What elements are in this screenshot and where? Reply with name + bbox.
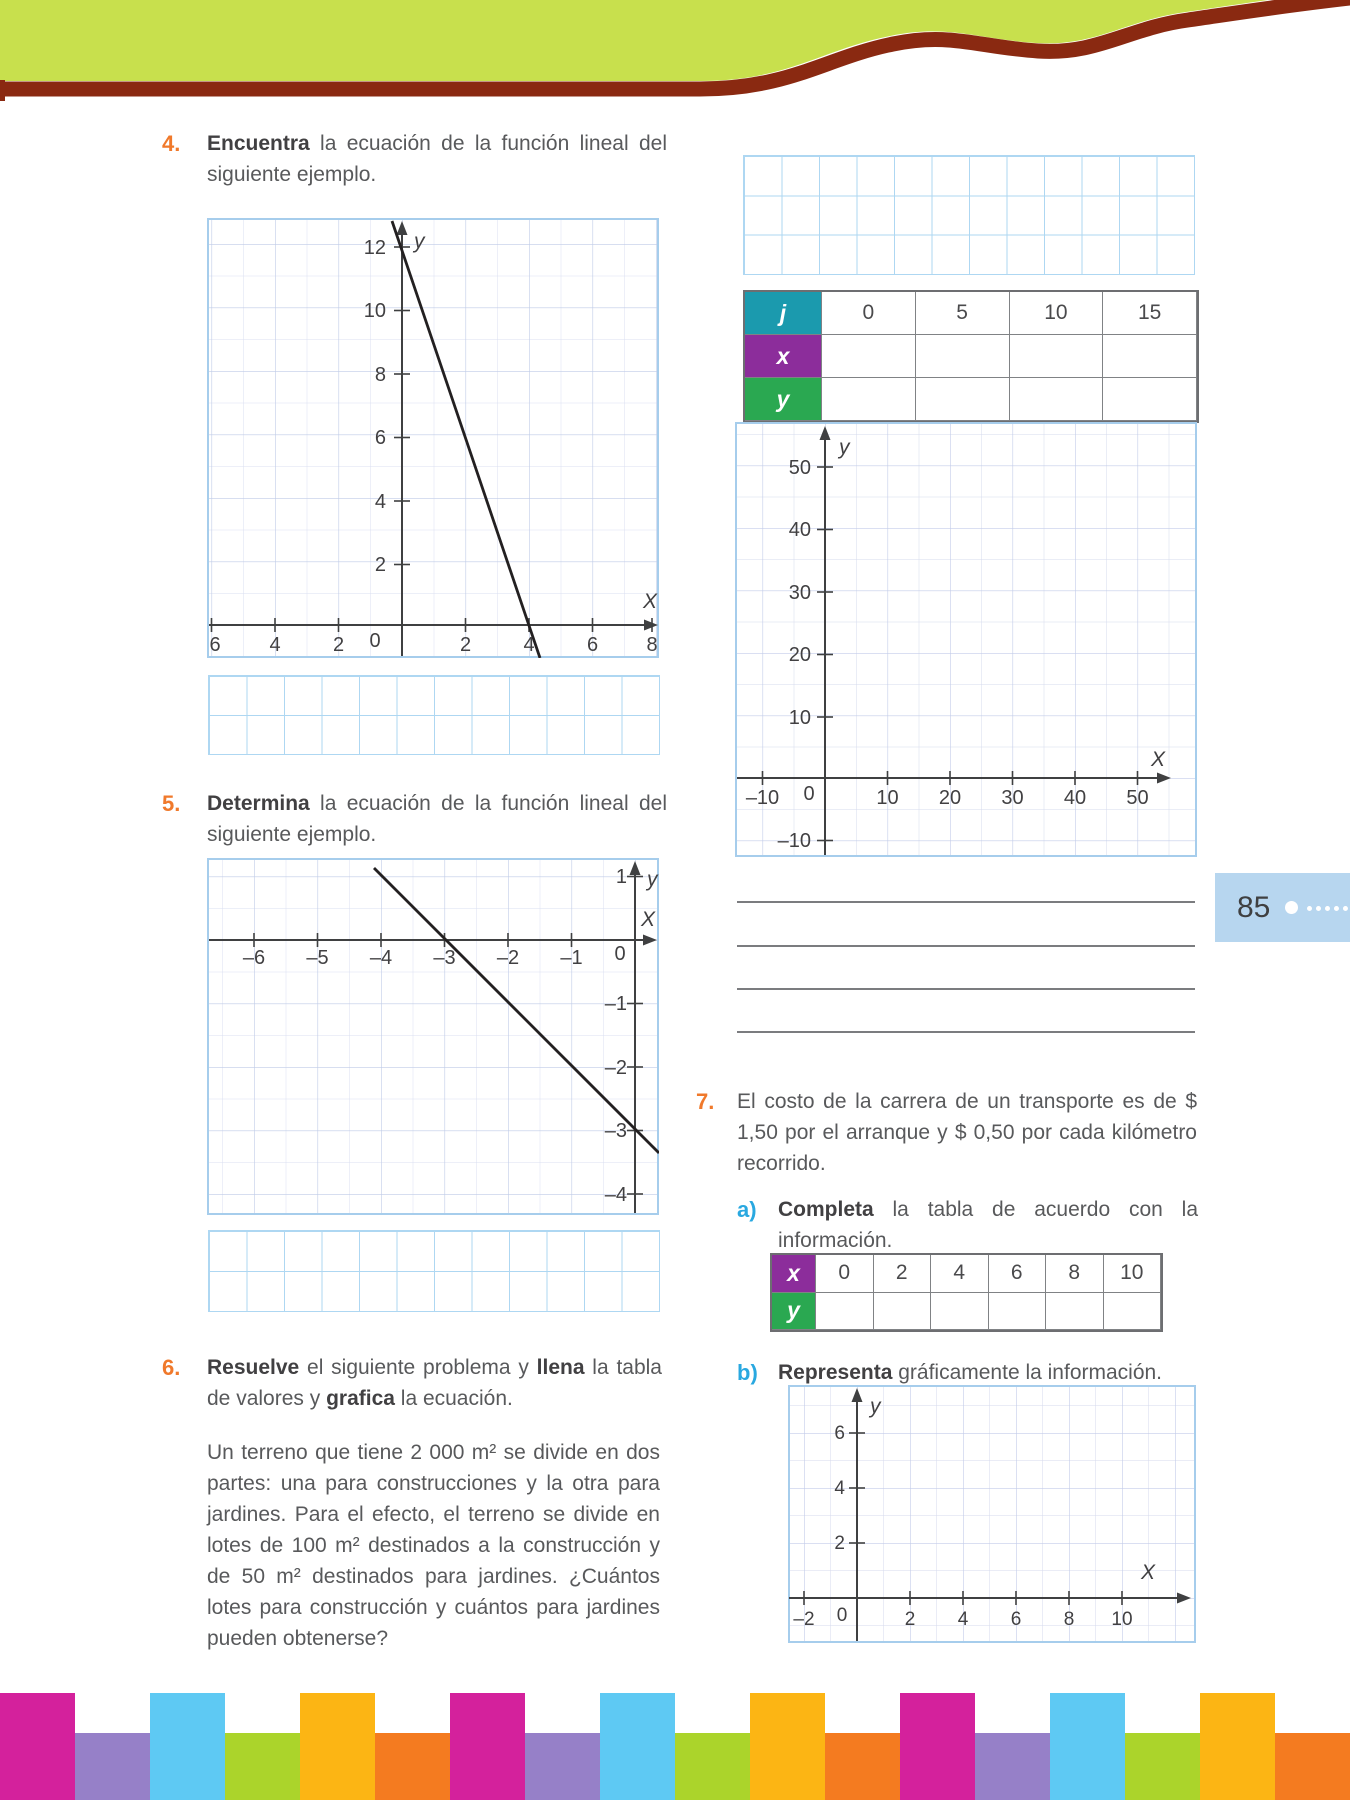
origin-label: 0	[369, 630, 381, 652]
footer-bar	[75, 1733, 150, 1800]
writing-line	[737, 1031, 1195, 1033]
coordinate-grid-large	[735, 422, 1197, 857]
tick-label: –5	[306, 947, 329, 969]
banner-green-shape	[0, 0, 1350, 81]
tick-label: –2	[604, 1057, 627, 1079]
xy-header-y: y	[772, 1293, 816, 1331]
footer-bars	[0, 1693, 1350, 1800]
jxy-cell-x0	[822, 335, 916, 378]
tick-label: –2	[793, 1609, 815, 1630]
exercise-6-verb1: Resuelve	[207, 1356, 300, 1379]
xy-cell-x0: 0	[816, 1255, 874, 1293]
tick-label: 20	[938, 787, 962, 809]
tick-label: –10	[745, 787, 780, 809]
xy-header-x: x	[772, 1255, 816, 1293]
tab-dotted-line	[1307, 906, 1348, 911]
item-7b-label: b)	[737, 1360, 758, 1385]
top-banner	[0, 0, 1350, 112]
answer-grid-ex4	[208, 675, 660, 755]
y-axis-letter: y	[414, 230, 425, 253]
x-axis-letter: X	[1150, 748, 1166, 771]
tick-label: 8	[1063, 1609, 1075, 1630]
exercise-5-verb: Determina	[207, 792, 310, 815]
tick-label: 30	[1001, 787, 1024, 809]
xy-cell-y0	[816, 1293, 874, 1331]
tick-label: 2	[332, 634, 345, 656]
tick-label: 4	[269, 634, 281, 656]
footer-bar	[225, 1733, 300, 1800]
y-axis-letter: y	[870, 1395, 881, 1418]
footer-bar	[1050, 1693, 1125, 1800]
xy-cell-x2: 4	[931, 1255, 989, 1293]
tick-label: –3	[604, 1120, 627, 1142]
tick-label: 1	[615, 866, 627, 888]
tick-label: –3	[433, 947, 456, 969]
tick-label: 20	[788, 644, 811, 666]
x-axis-letter: X	[640, 908, 656, 931]
tick-label: 4	[834, 1478, 845, 1499]
footer-bar	[675, 1733, 750, 1800]
page-number: 85	[1237, 890, 1271, 924]
jxy-cell-j0: 0	[822, 292, 916, 335]
footer-bar	[150, 1693, 225, 1800]
exercise-6-number: 6.	[162, 1355, 181, 1380]
exercise-4-verb: Encuentra	[207, 132, 310, 155]
y-axis-letter: y	[647, 868, 658, 891]
xy-cell-y4	[1046, 1293, 1104, 1331]
xy-cell-y2	[931, 1293, 989, 1331]
tick-label: 4	[374, 491, 386, 513]
item-7a-label: a)	[737, 1197, 757, 1222]
tick-label: 50	[1126, 787, 1149, 809]
x-axis-letter: X	[642, 590, 657, 613]
origin-label: 0	[614, 943, 626, 965]
tick-label: 6	[834, 1423, 845, 1444]
exercise-4-number: 4.	[162, 131, 181, 156]
graph-exercise-7b	[788, 1385, 1196, 1643]
exercise-6-text	[207, 1352, 662, 1414]
tick-label: 10	[363, 300, 386, 322]
exercise-7-text: El costo de la carrera de un transporte es de $ 1,50 por el arranque y $ 0,50 por cada kilómetro recorrido.	[737, 1090, 1197, 1175]
graph7b-grid-major	[788, 1385, 1196, 1643]
exercise-4-text	[207, 128, 667, 190]
x-axis-letter: X	[1140, 1561, 1156, 1584]
exercise-6-problem-paragraph: Un terreno que tiene 2 000 m² se divide en dos partes: una para construcciones y la otra para jardines. Para el efecto, el terreno se divide en lotes de 100 m² destinados a la construcción y de 50 m² destinados para jardines. ¿Cuántos lotes para construcción y cuántos para jardines pueden obtenerse?	[207, 1441, 660, 1650]
tick-label: 6	[586, 634, 599, 656]
xy-cell-x1: 2	[874, 1255, 932, 1293]
exercise-6-verb2: llena	[536, 1356, 585, 1379]
tab-dot-icon	[1285, 901, 1298, 914]
xy-table	[770, 1253, 1163, 1332]
tick-label: 2	[459, 634, 472, 656]
footer-bar	[825, 1733, 900, 1800]
item-7a-text	[778, 1194, 1198, 1256]
tick-label: 10	[876, 787, 899, 809]
footer-bar	[525, 1733, 600, 1800]
tick-label: 6	[374, 427, 386, 449]
page-number-tab	[1215, 873, 1350, 942]
jxy-cell-y3	[1103, 378, 1197, 421]
tick-label: 6	[1010, 1609, 1022, 1630]
jxy-header-x: x	[745, 335, 822, 378]
footer-bar	[1275, 1733, 1350, 1800]
footer-bar	[600, 1693, 675, 1800]
exercise-5-number: 5.	[162, 791, 181, 816]
tick-label: 6	[209, 634, 221, 656]
item-7b-rest: gráficamente la información.	[892, 1361, 1163, 1384]
y-axis-letter: y	[839, 436, 850, 459]
tick-label: –10	[777, 830, 811, 852]
tick-label: –6	[242, 947, 266, 969]
exercise-5-text	[207, 788, 667, 850]
tick-label: 50	[788, 457, 811, 479]
jxy-cell-y1	[916, 378, 1010, 421]
footer-bar	[900, 1693, 975, 1800]
tick-label: 40	[788, 519, 811, 541]
graph-exercise-5	[207, 858, 659, 1215]
writing-line	[737, 945, 1195, 947]
tick-label: –4	[604, 1184, 627, 1206]
jxy-header-j: j	[745, 292, 822, 335]
tick-label: 10	[788, 707, 811, 729]
tick-label: 8	[646, 634, 658, 656]
jxy-cell-y0	[822, 378, 916, 421]
graph5-grid-major	[207, 858, 659, 1215]
exercise-7-number: 7.	[696, 1089, 715, 1114]
exercise-5-rest: la ecuación de la función lineal del siguiente ejemplo.	[207, 792, 667, 846]
jxy-table	[743, 290, 1199, 423]
tick-label: 40	[1063, 787, 1087, 809]
jxy-cell-j1: 5	[916, 292, 1010, 335]
answer-grid-right-top	[743, 155, 1195, 275]
footer-bar	[750, 1693, 825, 1800]
tick-label: –1	[560, 947, 583, 969]
exercise-4-rest: la ecuación de la función lineal del siguiente ejemplo.	[207, 132, 667, 186]
tick-label: –1	[604, 993, 627, 1015]
item-7a-rest: la tabla de acuerdo con la información.	[778, 1198, 1198, 1252]
footer-bar	[375, 1733, 450, 1800]
tick-label: 12	[363, 237, 386, 259]
footer-bar	[1200, 1693, 1275, 1800]
tick-label: 30	[788, 582, 811, 604]
tick-label: 2	[834, 1533, 845, 1554]
jxy-cell-x1	[916, 335, 1010, 378]
xy-cell-y3	[989, 1293, 1047, 1331]
graph-exercise-4	[207, 218, 659, 658]
exercise-6-seg3: la ecuación.	[394, 1387, 513, 1410]
banner-left-tab	[0, 80, 5, 101]
tick-label: 2	[374, 554, 386, 576]
xy-cell-x3: 6	[989, 1255, 1047, 1293]
jxy-cell-j2: 10	[1010, 292, 1104, 335]
exercise-6-seg2: la tabla de valores y	[207, 1356, 662, 1410]
footer-bar	[450, 1693, 525, 1800]
tick-label: –4	[369, 947, 393, 969]
writing-line	[737, 988, 1195, 990]
tick-label: 10	[1111, 1609, 1133, 1630]
tick-label: 2	[904, 1609, 916, 1630]
footer-bar	[300, 1693, 375, 1800]
graph4-grid-major	[207, 218, 659, 658]
xy-cell-x4: 8	[1046, 1255, 1104, 1293]
tick-label: 4	[523, 634, 535, 656]
writing-line	[737, 901, 1195, 903]
origin-label: 0	[836, 1605, 848, 1626]
tick-label: 8	[374, 364, 386, 386]
xy-cell-x5: 10	[1104, 1255, 1162, 1293]
footer-bar	[975, 1733, 1050, 1800]
jxy-cell-x2	[1010, 335, 1104, 378]
origin-label: 0	[803, 783, 815, 805]
exercise-6-seg1: el siguiente problema y	[299, 1356, 537, 1379]
jxy-cell-x3	[1103, 335, 1197, 378]
tick-label: 4	[957, 1609, 969, 1630]
item-7a-verb: Completa	[778, 1198, 874, 1221]
item-7b-verb: Representa	[778, 1361, 893, 1384]
xy-cell-y5	[1104, 1293, 1162, 1331]
tick-label: –2	[496, 947, 520, 969]
answer-grid-ex5	[208, 1230, 660, 1312]
footer-bar	[0, 1693, 75, 1800]
jxy-cell-y2	[1010, 378, 1104, 421]
footer-bar	[1125, 1733, 1200, 1800]
jxy-cell-j3: 15	[1103, 292, 1197, 335]
exercise-6-verb3: grafica	[326, 1387, 395, 1410]
jxy-header-y: y	[745, 378, 822, 421]
item-7b-text	[778, 1357, 1198, 1388]
xy-cell-y1	[874, 1293, 932, 1331]
